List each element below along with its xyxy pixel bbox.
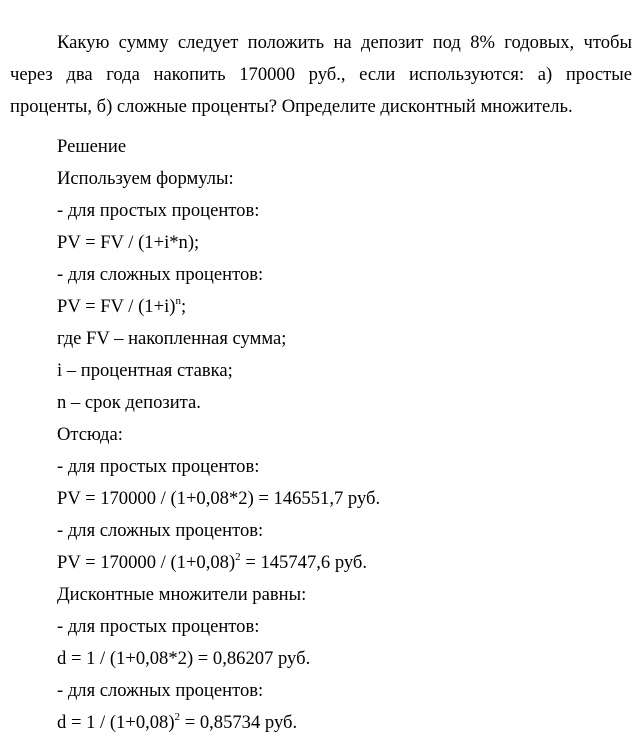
formula-simple: PV = FV / (1+i*n); [57, 232, 200, 253]
use-formulas-text: Используем формулы: [57, 168, 234, 189]
simple-interest-label-3: - для простых процентов: [57, 616, 260, 637]
solution-heading: Решение [57, 136, 127, 157]
pv-compound-calculation [57, 547, 632, 579]
simple-interest-label-2: - для простых процентов: [57, 456, 260, 477]
pv-compound-exponent: 2 [235, 550, 241, 563]
simple-interest-label: - для простых процентов: [57, 200, 260, 221]
formula-compound-end: ; [180, 296, 187, 317]
d-compound-base: d = 1 / (1+0,08) [57, 712, 175, 733]
where-n-text: n – срок депозита. [57, 392, 201, 413]
pv-simple-calculation: PV = 170000 / (1+0,08*2) = 146551,7 руб. [57, 488, 381, 509]
formula-compound-exponent: n [175, 294, 181, 307]
compound-interest-label-2: - для сложных процентов: [57, 520, 264, 541]
where-fv-text: где FV – накопленная сумма; [57, 328, 287, 349]
problem-text: Какую сумму следует положить на депозит под 8% годовых, чтобы через два года накопить 170000 руб., если используются: а) простые проценты, б) сложные проценты? Определите дисконтный множитель. [10, 31, 632, 117]
where-i-text: i – процентная ставка; [57, 360, 233, 381]
problem-statement [10, 27, 632, 123]
d-simple-calculation: d = 1 / (1+0,08*2) = 0,86207 руб. [57, 648, 311, 669]
d-compound-result: = 0,85734 руб. [180, 712, 298, 733]
hence-text: Отсюда: [57, 424, 123, 445]
d-compound-calculation [57, 707, 632, 739]
compound-interest-label-3: - для сложных процентов: [57, 680, 264, 701]
compound-interest-label: - для сложных процентов: [57, 264, 264, 285]
formula-compound [57, 291, 632, 323]
discount-factors-heading: Дисконтные множители равны: [57, 584, 307, 605]
pv-compound-result: = 145747,6 руб. [240, 552, 368, 573]
formula-compound-base: PV = FV / (1+i) [57, 296, 176, 317]
pv-compound-base: PV = 170000 / (1+0,08) [57, 552, 236, 573]
d-compound-exponent: 2 [174, 710, 181, 723]
solution-block [57, 131, 632, 739]
